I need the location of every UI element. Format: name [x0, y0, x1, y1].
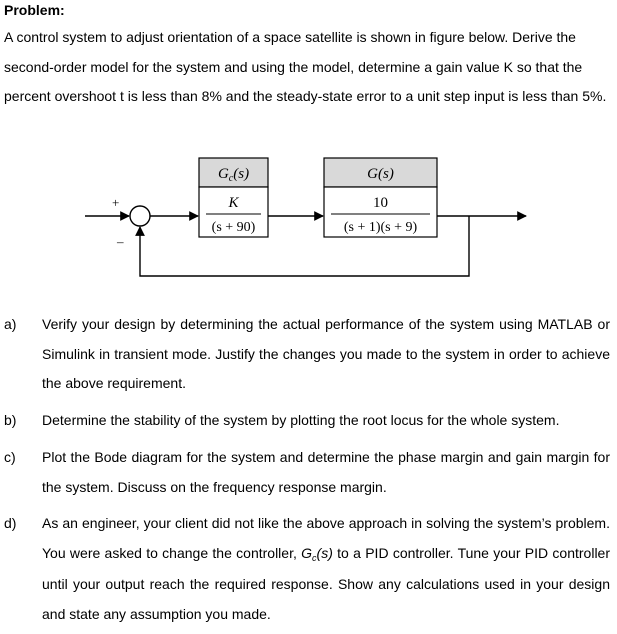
task-text-d-after: to a PID controller. Tune your PID controller until your output reach the required response. Show any calculations used in your design and state any assumption you made. [42, 544, 611, 622]
plus-sign: + [112, 195, 120, 210]
summing-junction [130, 206, 150, 226]
task-label-d: d) [4, 515, 17, 531]
task-text-a: Verify your design by determining the actual performance of the system using MATLAB or Simulink in transient mode. Justify the changes you made to the system in order to achieve the above requirement. [42, 316, 610, 391]
controller-denominator: (s + 90) [211, 220, 256, 235]
task-label-b: b) [4, 412, 17, 428]
task-label-a: a) [4, 316, 17, 332]
controller-title: $G_c(s)$ [217, 166, 250, 184]
plant-numerator: 10 [373, 195, 388, 211]
block-diagram [0, 150, 617, 290]
plant-block [324, 158, 437, 237]
problem-statement: A control system to adjust orientation of a space satellite is shown in figure below. Derive the second-order model for the system and using the model, determine a gain value K so that the percent overshoot t is less than 8% and the steady-state error to a unit step input is less than 5%. [4, 29, 607, 104]
plant-title: G(s) [367, 166, 394, 182]
problem-heading: Problem: [4, 2, 65, 18]
task-text-c: Plot the Bode diagram for the system and determine the phase margin and gain margin for the system. Discuss on the frequency response margin. [42, 449, 610, 495]
plant-denominator: (s + 1)(s + 9) [343, 220, 418, 235]
task-text-d [42, 509, 610, 629]
task-text-b: Determine the stability of the system by plotting the root locus for the whole system. [42, 412, 560, 428]
task-label-c: c) [4, 449, 16, 465]
controller-numerator: K [228, 195, 239, 211]
minus-sign: – [117, 234, 124, 249]
controller-block [199, 158, 268, 237]
task-text-d-controller: $G_c(s)$ [301, 544, 333, 563]
task-text-d-before: As an engineer, your client did not like the above approach in solving the system’s problem. You were asked to change the controller, [42, 515, 610, 561]
